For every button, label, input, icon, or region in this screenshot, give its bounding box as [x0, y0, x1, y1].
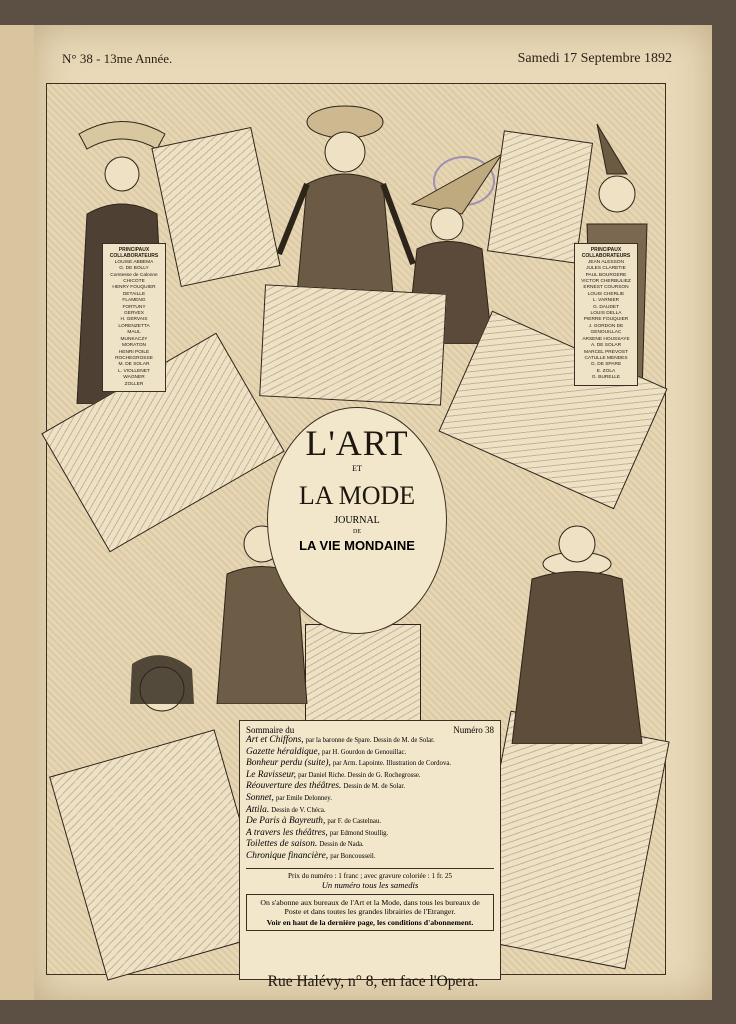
collaborator-name: J. GORDON DE GENOUILLAC — [588, 323, 624, 336]
contents-item: Art et Chiffons, par la baronne de Spare. Dessin de M. de Solar. — [246, 735, 435, 745]
collaborator-name: PIERRE FOUQUIER — [583, 317, 629, 323]
contents-item: Attila. Dessin de V. Chéca. — [246, 804, 326, 815]
collaborator-name: GERVEX — [124, 311, 144, 317]
contents-item: De Paris à Bayreuth, par F. de Castelnau. — [246, 816, 382, 827]
subscription-box — [246, 894, 494, 931]
collaborator-name: L. VARNIER — [592, 298, 620, 304]
masthead-connector: ET — [352, 464, 362, 473]
collaborator-name: M. DE SOLAR — [118, 362, 150, 368]
contents-item: Chronique financière, par Boncousseil. — [246, 850, 376, 861]
subscription-notice: Voir en haut de la dernière page, les conditions d'abonnement. — [266, 917, 474, 927]
price-line: Prix du numéro : 1 franc ; avec gravure coloriée : 1 fr. 25 — [287, 871, 453, 880]
collaborator-name: WAGNER — [123, 375, 145, 381]
card-cherubs-scene — [259, 284, 447, 405]
magazine-cover — [34, 25, 712, 1000]
collaborator-name: JEAN ALESSON — [588, 259, 624, 265]
sommaire-label: Sommaire du — [246, 725, 295, 735]
collaborator-name: LOUISE ABBEMA — [114, 259, 154, 265]
subscribe-text: On s'abonne aux bureaux de l'Art et la Mode, dans tous les bureaux de Poste et dans toutes les grandes librairies de l'Etranger. — [260, 897, 480, 916]
collaborator-name: ROCHEGROSSE — [115, 355, 153, 361]
contents-item: Sonnet, par Emile Delonney. — [246, 792, 332, 803]
collaborator-name: VICTOR CHERBULIEZ — [581, 279, 631, 285]
girl-portrait-illustration — [102, 644, 222, 754]
collaborator-name: MORATON — [121, 343, 147, 349]
contents-item: Le Ravisseur, par Daniel Riche. Dessin de G. Rochegrosse. — [246, 769, 421, 780]
collaborator-name: HENRI POILE — [118, 349, 150, 355]
collaborators-left — [102, 243, 166, 392]
collaborator-name: Comtesse de Calonne — [110, 272, 158, 278]
address-footer: Rue Halévy, n° 8, en face l'Opera. — [267, 973, 479, 990]
collaborator-name: G. BURELLE — [591, 375, 621, 381]
price-box — [246, 868, 494, 890]
masthead — [267, 407, 447, 634]
collaborator-name: LOUIS CHERLIE — [587, 291, 625, 297]
collaborator-name: FLAMENG — [122, 298, 146, 304]
collaborator-name: G. DE SPARE — [590, 362, 622, 368]
collaborator-name: MARCEL PREVOST — [583, 349, 629, 355]
issue-date: Samedi 17 Septembre 1892 — [517, 51, 672, 66]
contents-item: Gazette héraldique, par H. Gourdon de Genouillac. — [246, 746, 407, 757]
weekly-note: Un numéro tous les samedis — [321, 879, 419, 890]
collaborators-heading: PRINCIPAUX COLLABORATEURS — [581, 247, 631, 260]
collaborator-name: DETAILLE — [122, 291, 146, 297]
elizabethan-lady-illustration — [502, 504, 652, 744]
collaborator-name: A. DE SOLAR — [590, 343, 622, 349]
collaborator-name: MUNKACZY — [120, 336, 148, 342]
collaborator-name: MAUL — [127, 330, 141, 336]
masthead-subtitle: JOURNAL — [334, 515, 380, 526]
collaborator-name: LOUIS DELLA — [590, 311, 622, 317]
collaborator-name: G. DAUDET — [592, 304, 620, 310]
collaborator-name: CHICOTE — [123, 279, 145, 285]
collaborator-name: PAUL BOURGERE — [585, 272, 627, 278]
collaborator-name: CATULLE MENDES — [584, 355, 628, 361]
collaborators-heading: PRINCIPAUX COLLABORATEURS — [109, 247, 159, 260]
issue-label: Numéro 38 — [453, 725, 494, 735]
collaborator-name: H. GERVAIS — [120, 317, 148, 323]
table-of-contents — [239, 720, 501, 980]
collaborator-name: JULES CLARETIE — [586, 266, 626, 272]
collaborator-name: HENRY FOUQUIER — [112, 285, 156, 291]
masthead-de: DE — [353, 529, 361, 535]
masthead-title-2: LA MODE — [298, 481, 416, 510]
contents-item: Toilettes de saison. Dessin de Nada. — [246, 839, 364, 850]
contents-item: Réouverture des théâtres. Dessin de M. de Solar. — [246, 781, 406, 792]
collaborator-name: FORTUNY — [122, 304, 146, 310]
collaborator-name: ZOLLER — [124, 381, 144, 387]
masthead-subtitle-2: LA VIE MONDAINE — [299, 538, 415, 553]
issue-number: N° 38 - 13me Année. — [62, 51, 173, 66]
masthead-title: L'ART — [305, 423, 409, 463]
collaborators-right — [574, 243, 638, 386]
collaborator-name: LORENZETTA — [118, 323, 150, 329]
collaborator-name: ARSENE HOUSSAYE — [582, 336, 630, 342]
collaborator-name: G. DE BOLLY — [119, 266, 149, 272]
collaborator-name: E. ZOLA — [596, 368, 616, 374]
contents-item: A travers les théâtres, par Edmond Stoullig. — [246, 827, 389, 838]
collaborator-name: L. VIOLLENET — [118, 368, 150, 374]
binding-edge — [0, 25, 38, 1000]
contents-item: Bonheur perdu (suite), par Arm. Lapointe. Illustration de Cordova. — [246, 758, 452, 769]
collaborator-name: ERNEST COURSON — [583, 285, 629, 291]
